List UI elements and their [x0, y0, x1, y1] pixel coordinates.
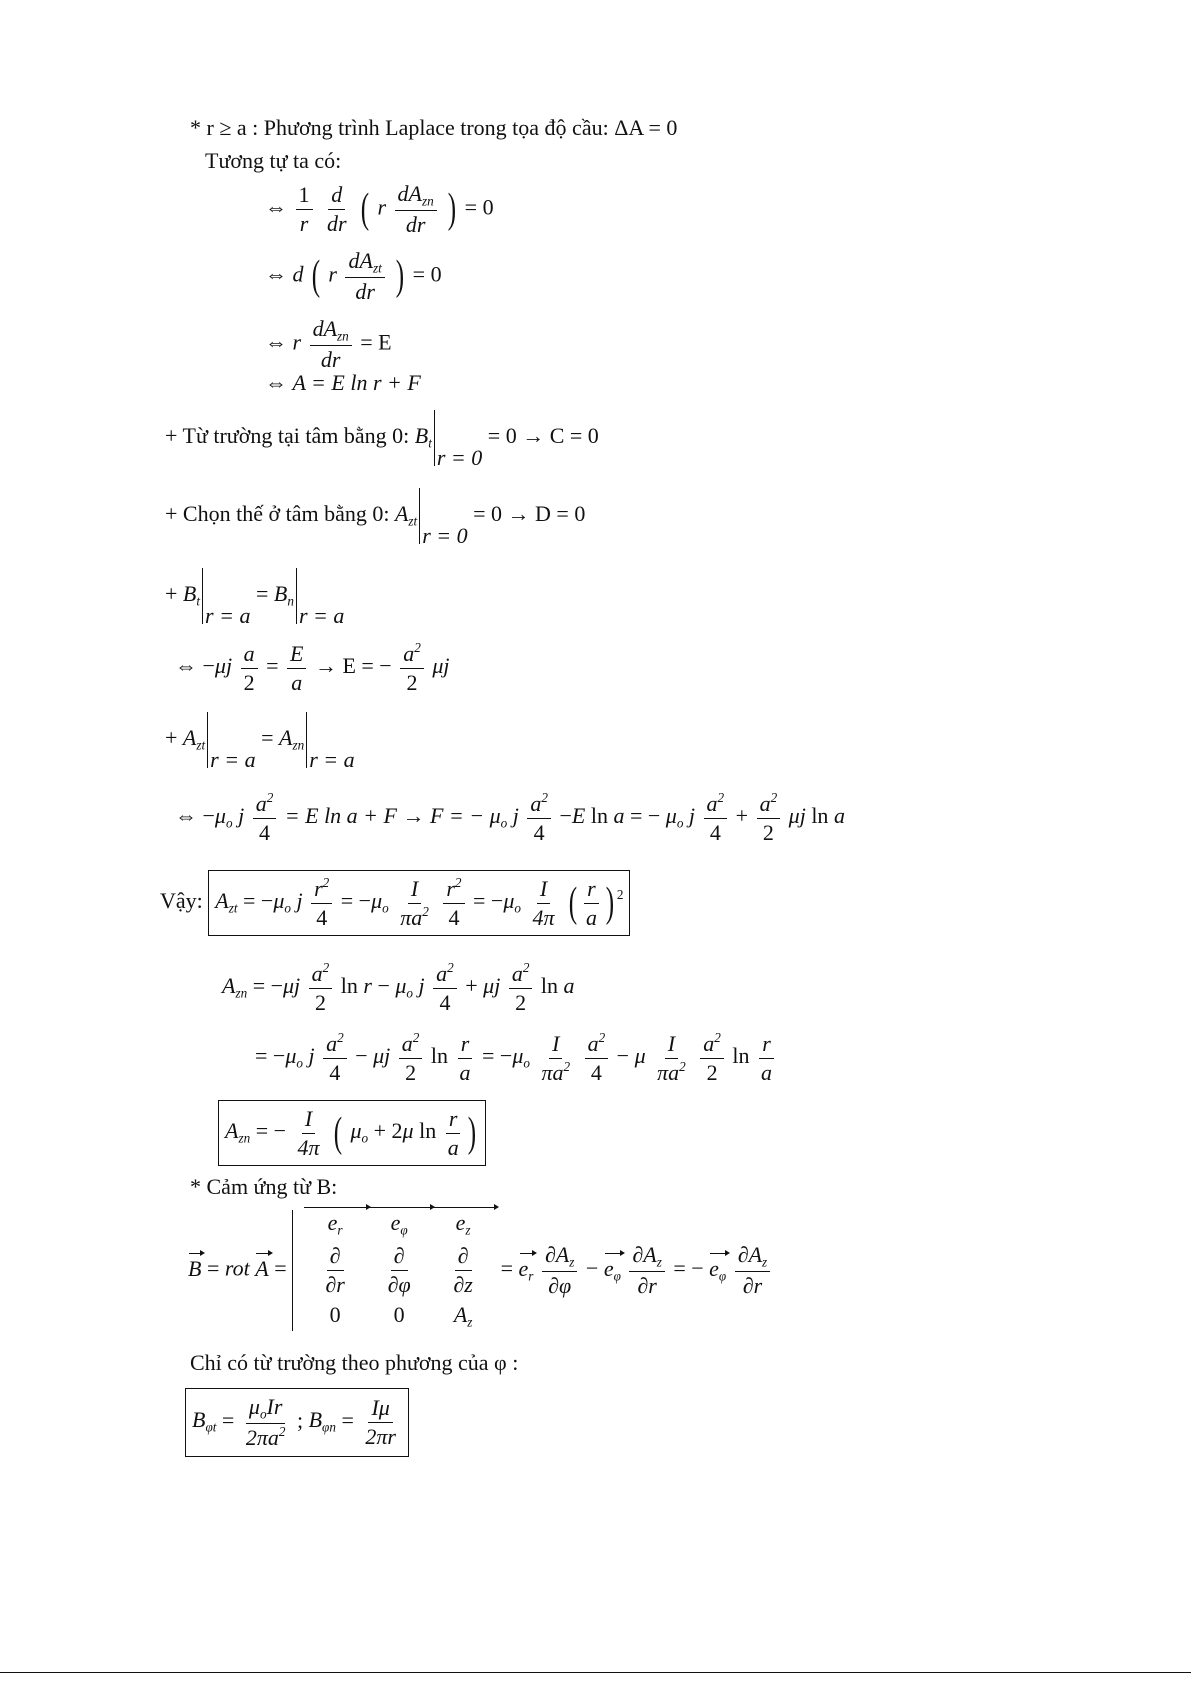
azn-boxed-result: $A_{zn}$ = − $\frac{I}{4\pi}$ ( $\mu_o + 2\mu$ ln $\frac{r}{a}$ ) [218, 1100, 486, 1166]
step-1-rhs: = 0 [464, 194, 494, 220]
condition-2-label: + Chọn thế ở tâm bằng 0: [165, 501, 390, 527]
at-boxed-result: $A_{zt} = -\mu_o$ j $\frac{r^2}{4}$ = $-\mu_o$ $\frac{I}{\pi a^2}$ $\frac{r^2}{4}$ = $-\mu_o$ $\frac{I}{4\pi}$ ( $\frac{r}{a}$ ) $^2$ [208, 870, 630, 936]
b-phi-boxed-result: $B_{\varphi t}$ = $\frac{\mu_oIr}{2\pi a^2}$ ; $B_{\varphi n}$ = $\frac{I\mu}{2\pi r}$ [185, 1388, 409, 1457]
step-1-equation: ⇔ $\frac{1}{r}$ $\frac{d}{dr}$ ( r $\frac{dA_{zn}}{dr}$ ) = 0 [265, 181, 494, 238]
condition-1-label: + Từ trường tại tâm bằng 0: [165, 423, 410, 449]
case-prefix: * r ≥ a : [190, 115, 259, 140]
induction-heading: * Cảm ứng từ B: [190, 1174, 338, 1199]
step-2-equation: ⇔ d ( r $\frac{dA_{zt}}{dr}$ ) = 0 [265, 248, 442, 305]
e-result: → E = − [314, 653, 392, 679]
condition-1: + Từ trường tại tâm bằng 0: $B_tr = 0 = 0 \to C = 0$ [165, 410, 599, 471]
f-result: = E ln a + F → F = − [284, 803, 485, 829]
condition-1-result: = 0 → C = 0 [487, 423, 599, 449]
condition-4: + $A_{zt}r = a = A_{zn}r = a$ [165, 712, 355, 773]
conclusion-at [160, 870, 630, 936]
azn-line-2: = $-\mu_o$ j $\frac{a^2}{4}$ − μj $\frac{a^2}{2}$ ln $\frac{r}{a}$ = $-\mu_o$ $\frac{I}{\pi a^2}$ $\frac{a^2}{4}$ − μ $\frac{I}{\pi a^2}$ $\frac{a^2}{2}$ ln $\frac{r}{a}$ [255, 1030, 772, 1085]
conclusion-label: Vậy: [160, 888, 203, 914]
case-heading [190, 117, 677, 139]
bottom-rule [0, 1672, 1191, 1673]
step-2-rhs: = 0 [412, 261, 442, 287]
condition-3: + $B_tr = a = B_nr = a$ [165, 568, 344, 629]
similar-text: Tương tự ta có: [205, 148, 342, 173]
curl-determinant: $e_r$ $e_\varphi$ $e_z$ $\frac{\partial}{\partial r}$ $\frac{\partial}{\partial\varphi}$ $\frac{\partial}{\partial z}$ 0 0 $A_z$ [292, 1210, 495, 1331]
step-4-text: A = E ln r + F [292, 370, 421, 395]
condition-2-result: = 0 → D = 0 [473, 501, 586, 527]
derived-e: ⇔ −μj $\frac{a}{2}$ = $\frac{E}{a}$ → E = − $\frac{a^2}{2}$ μj [175, 640, 450, 695]
condition-2: + Chọn thế ở tâm bằng 0: $A_{zt}r = 0 = 0 \to D = 0$ [165, 488, 585, 549]
laplace-text: Phương trình Laplace trong tọa độ cầu: [263, 115, 609, 140]
derived-f: ⇔ $-\mu_o$ j $\frac{a^2}{4}$ = E ln a + F → F = − $\mu_o$ j $\frac{a^2}{4}$ −E ln a = − $\mu_o$ j $\frac{a^2}{4}$ + $\frac{a^2}{2}$ μj ln a [175, 790, 845, 845]
laplace-eq: ΔA = 0 [614, 115, 678, 140]
step-3-rhs: = E [360, 329, 392, 355]
curl-equation: B = rot A = $e_r$ $e_\varphi$ $e_z$ $\frac{\partial}{\partial r}$ $\frac{\partial}{\partial\varphi}$ $\frac{\partial}{\partial z}$ 0 0 $A_z$ = $e_r$ $\frac{\partial A_z}{\partial\varphi}$ − $e_\varphi$ $\frac{\partial A_z}{\partial r}$ = − $e_\varphi$ $\frac{\partial A_z}{\partial r}$ [188, 1210, 773, 1331]
only-phi-text: Chỉ có từ trường theo phương của φ : [190, 1350, 519, 1375]
azn-line-1: $A_{zn} = -\mu j$ $\frac{a^2}{2}$ $\ln r - \mu_o$ j $\frac{a^2}{4}$ + μj $\frac{a^2}{2}$ ln a [222, 960, 575, 1015]
step-3-equation: ⇔ r $\frac{dA_{zn}}{dr}$ = E [265, 316, 392, 373]
step-4-equation: ⇔ A = E ln r + F [265, 370, 421, 395]
